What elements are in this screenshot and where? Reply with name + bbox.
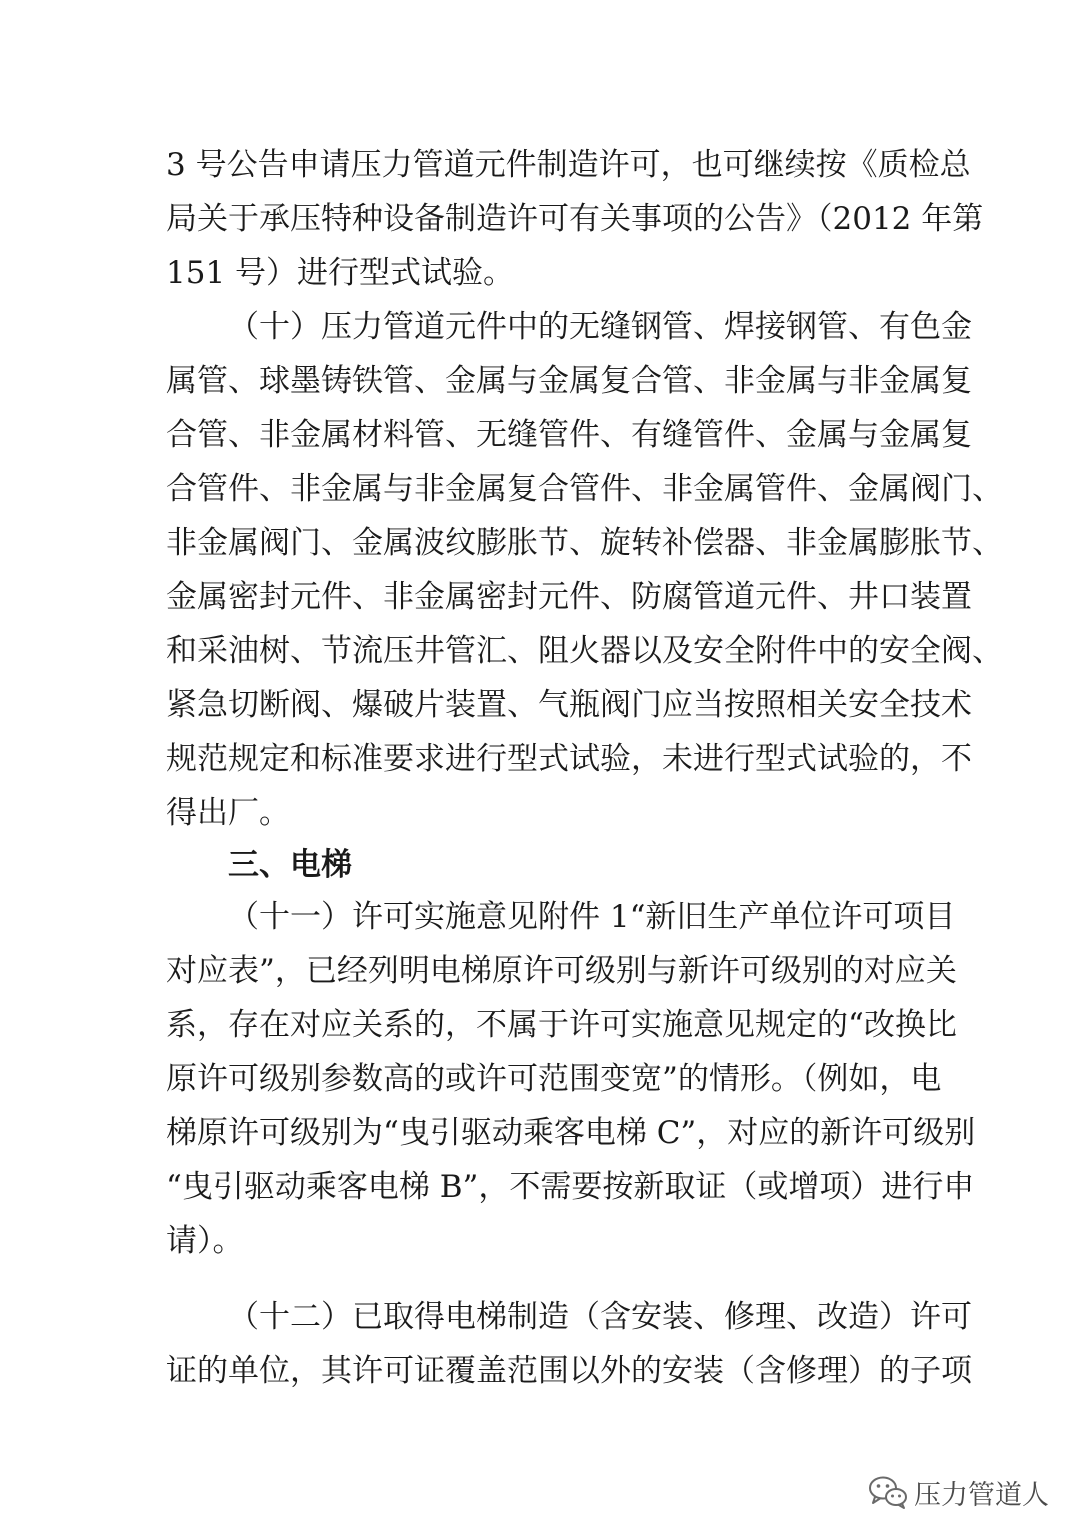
text-line: 151 号）进行型式试验。 bbox=[166, 255, 515, 291]
text-line: （十）压力管道元件中的无缝钢管、焊接钢管、有色金 bbox=[228, 309, 972, 345]
watermark bbox=[868, 1472, 1058, 1512]
text-line: 对应表”，已经列明电梯原许可级别与新许可级别的对应关 bbox=[166, 953, 957, 989]
text-line: 合管件、非金属与非金属复合管件、非金属管件、金属阀门、 bbox=[166, 471, 1003, 507]
text-line: 规范规定和标准要求进行型式试验，未进行型式试验的，不 bbox=[166, 741, 972, 777]
text-line: 属管、球墨铸铁管、金属与金属复合管、非金属与非金属复 bbox=[166, 363, 972, 399]
watermark-text: 压力管道人 bbox=[914, 1479, 1049, 1511]
text-line: （十一）许可实施意见附件 1“新旧生产单位许可项目 bbox=[228, 899, 956, 935]
text-line: 证的单位，其许可证覆盖范围以外的安装（含修理）的子项 bbox=[166, 1353, 972, 1389]
text-line: 紧急切断阀、爆破片装置、气瓶阀门应当按照相关安全技术 bbox=[166, 687, 972, 723]
text-line: 得出厂。 bbox=[166, 795, 290, 831]
text-line: 金属密封元件、非金属密封元件、防腐管道元件、井口装置 bbox=[166, 579, 972, 615]
text-line: “曳引驱动乘客电梯 B”，不需要按新取证（或增项）进行申 bbox=[166, 1169, 975, 1205]
text-line: 原许可级别参数高的或许可范围变宽”的情形。（例如，电 bbox=[166, 1061, 942, 1097]
text-line: 系，存在对应关系的，不属于许可实施意见规定的“改换比 bbox=[166, 1007, 957, 1043]
wechat-icon bbox=[868, 1475, 908, 1509]
text-line: 局关于承压特种设备制造许可有关事项的公告》（2012 年第 bbox=[166, 201, 984, 237]
text-line: 请）。 bbox=[166, 1223, 244, 1259]
text-line: 3 号公告申请压力管道元件制造许可，也可继续按《质检总 bbox=[166, 147, 971, 183]
text-line: 合管、非金属材料管、无缝管件、有缝管件、金属与金属复 bbox=[166, 417, 972, 453]
text-line: 和采油树、节流压井管汇、阻火器以及安全附件中的安全阀、 bbox=[166, 633, 1003, 669]
text-line: 梯原许可级别为“曳引驱动乘客电梯 C”，对应的新许可级别 bbox=[166, 1115, 976, 1151]
text-line: 非金属阀门、金属波纹膨胀节、旋转补偿器、非金属膨胀节、 bbox=[166, 525, 1003, 561]
text-line: （十二）已取得电梯制造（含安装、修理、改造）许可 bbox=[228, 1299, 972, 1335]
section-heading: 三、电梯 bbox=[228, 847, 352, 883]
